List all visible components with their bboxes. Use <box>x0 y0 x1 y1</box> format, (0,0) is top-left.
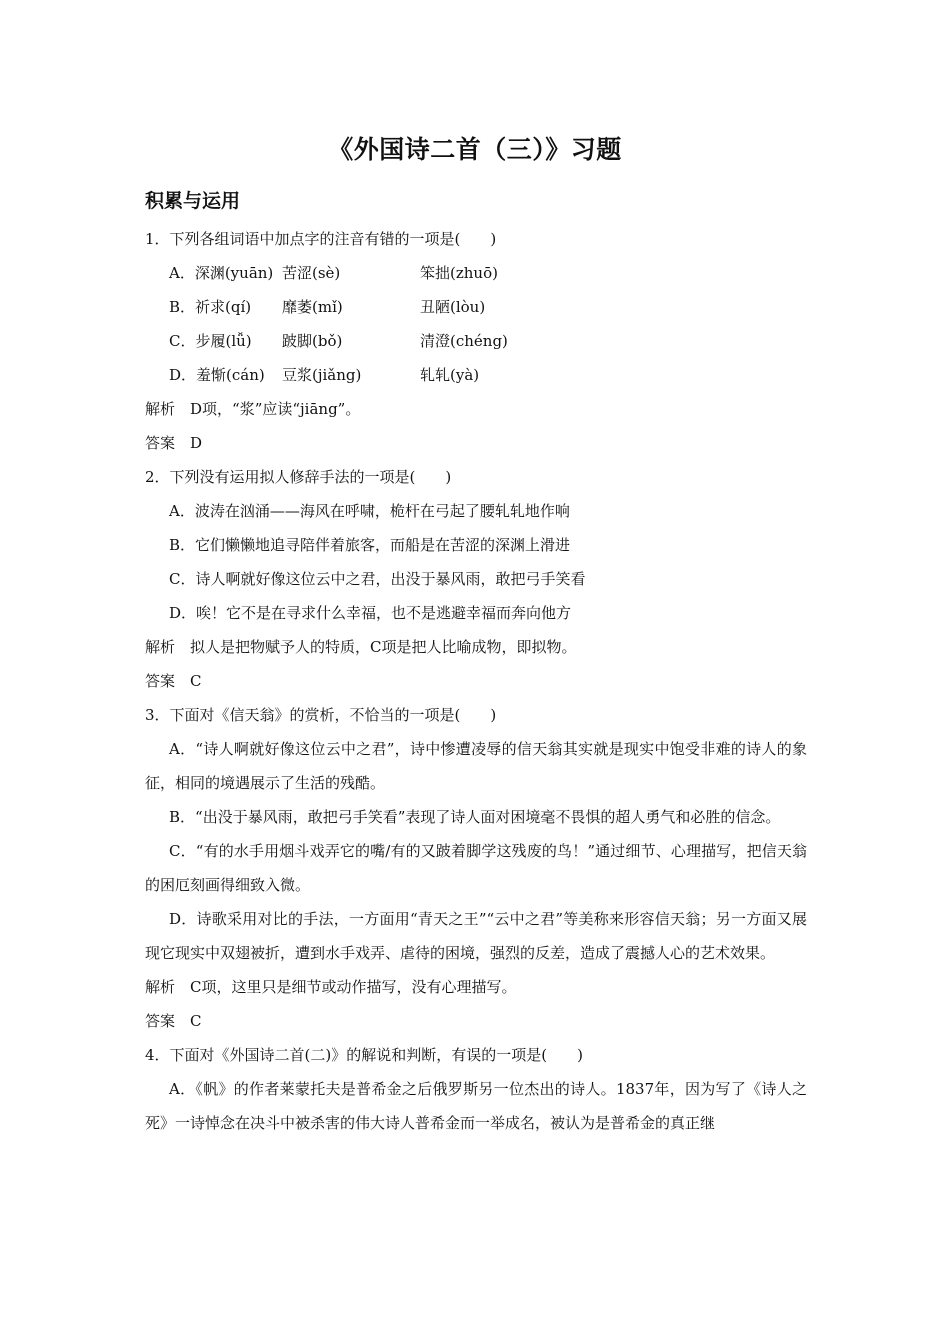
question-2-option-d: D．唉！它不是在寻求什么幸福，也不是逃避幸福而奔向他方 <box>169 604 572 622</box>
question-1-analysis: 解析 D项，“浆”应读“jiāng”。 <box>145 400 361 418</box>
question-1-answer: 答案 D <box>145 434 203 452</box>
question-2-option-b: B．它们懒懒地追寻陪伴着旅客，而船是在苦涩的深渊上滑进 <box>169 536 571 554</box>
question-3-option-d: D．诗歌采用对比的手法，一方面用“青天之王”“云中之君”等美称来形容信天翁；另一方面又展现它现实中双翅被折，遭到水手戏弄、虐待的困境，强烈的反差，造成了震撼人心的艺术效果。 <box>145 910 807 962</box>
question-3-analysis: 解析 C项，这里只是细节或动作描写，没有心理描写。 <box>145 978 517 996</box>
page-title: 《外国诗二首（三）》习题 <box>328 135 622 164</box>
question-4-stem: 4．下面对《外国诗二首(二)》的解说和判断，有误的一项是( ) <box>145 1046 583 1064</box>
question-1-option-row <box>145 256 807 290</box>
option-cell: 轧轧(yà) <box>420 366 480 384</box>
question-2-analysis: 解析 拟人是把物赋予人的特质，C项是把人比喻成物，即拟物。 <box>145 638 577 656</box>
option-cell: 丑陋(lòu) <box>420 298 486 316</box>
question-2-answer: 答案 C <box>145 672 202 690</box>
option-cell: A．深渊(yuān) <box>169 264 274 282</box>
question-1-option-row <box>145 358 807 392</box>
option-cell: D．羞惭(cán) <box>169 366 265 384</box>
question-1-option-row <box>145 324 807 358</box>
question-3-option-a: A．“诗人啊就好像这位云中之君”，诗中惨遭凌辱的信天翁其实就是现实中饱受非难的诗人的象征，相同的境遇展示了生活的残酷。 <box>145 740 807 792</box>
question-1-stem: 1．下列各组词语中加点字的注音有错的一项是( ) <box>145 230 497 248</box>
question-2-option-c: C．诗人啊就好像这位云中之君，出没于暴风雨，敢把弓手笑看 <box>169 570 586 588</box>
option-cell: 豆浆(jiǎng) <box>282 366 362 384</box>
question-3-option-b: B．“出没于暴风雨，敢把弓手笑看”表现了诗人面对困境毫不畏惧的超人勇气和必胜的信念。 <box>169 808 781 826</box>
option-cell: B．祈求(qí) <box>169 298 252 316</box>
question-3-answer: 答案 C <box>145 1012 202 1030</box>
option-cell: 笨拙(zhuō) <box>420 264 498 282</box>
section-heading: 积累与运用 <box>145 190 241 212</box>
question-2-option-a: A．波涛在汹涌——海风在呼啸，桅杆在弓起了腰轧轧地作响 <box>169 502 570 520</box>
question-3-option-c: C．“有的水手用烟斗戏弄它的嘴/有的又跛着脚学这残废的鸟！”通过细节、心理描写，把信天翁的困厄刻画得细致入微。 <box>145 842 807 894</box>
document-body <box>145 222 807 1140</box>
question-2-stem: 2．下列没有运用拟人修辞手法的一项是( ) <box>145 468 452 486</box>
option-cell: 跛脚(bǒ) <box>282 332 343 350</box>
option-cell: C．步履(lǚ) <box>169 332 252 350</box>
option-cell: 靡萎(mǐ) <box>282 298 343 316</box>
option-cell: 苦涩(sè) <box>282 264 341 282</box>
option-cell: 清澄(chéng) <box>420 332 508 350</box>
question-4-option-a: A．《帆》的作者莱蒙托夫是普希金之后俄罗斯另一位杰出的诗人。1837年，因为写了《诗人之死》一诗悼念在决斗中被杀害的伟大诗人普希金而一举成名，被认为是普希金的真正继 <box>145 1080 807 1132</box>
question-3-stem: 3．下面对《信天翁》的赏析，不恰当的一项是( ) <box>145 706 497 724</box>
question-1-option-row <box>145 290 807 324</box>
